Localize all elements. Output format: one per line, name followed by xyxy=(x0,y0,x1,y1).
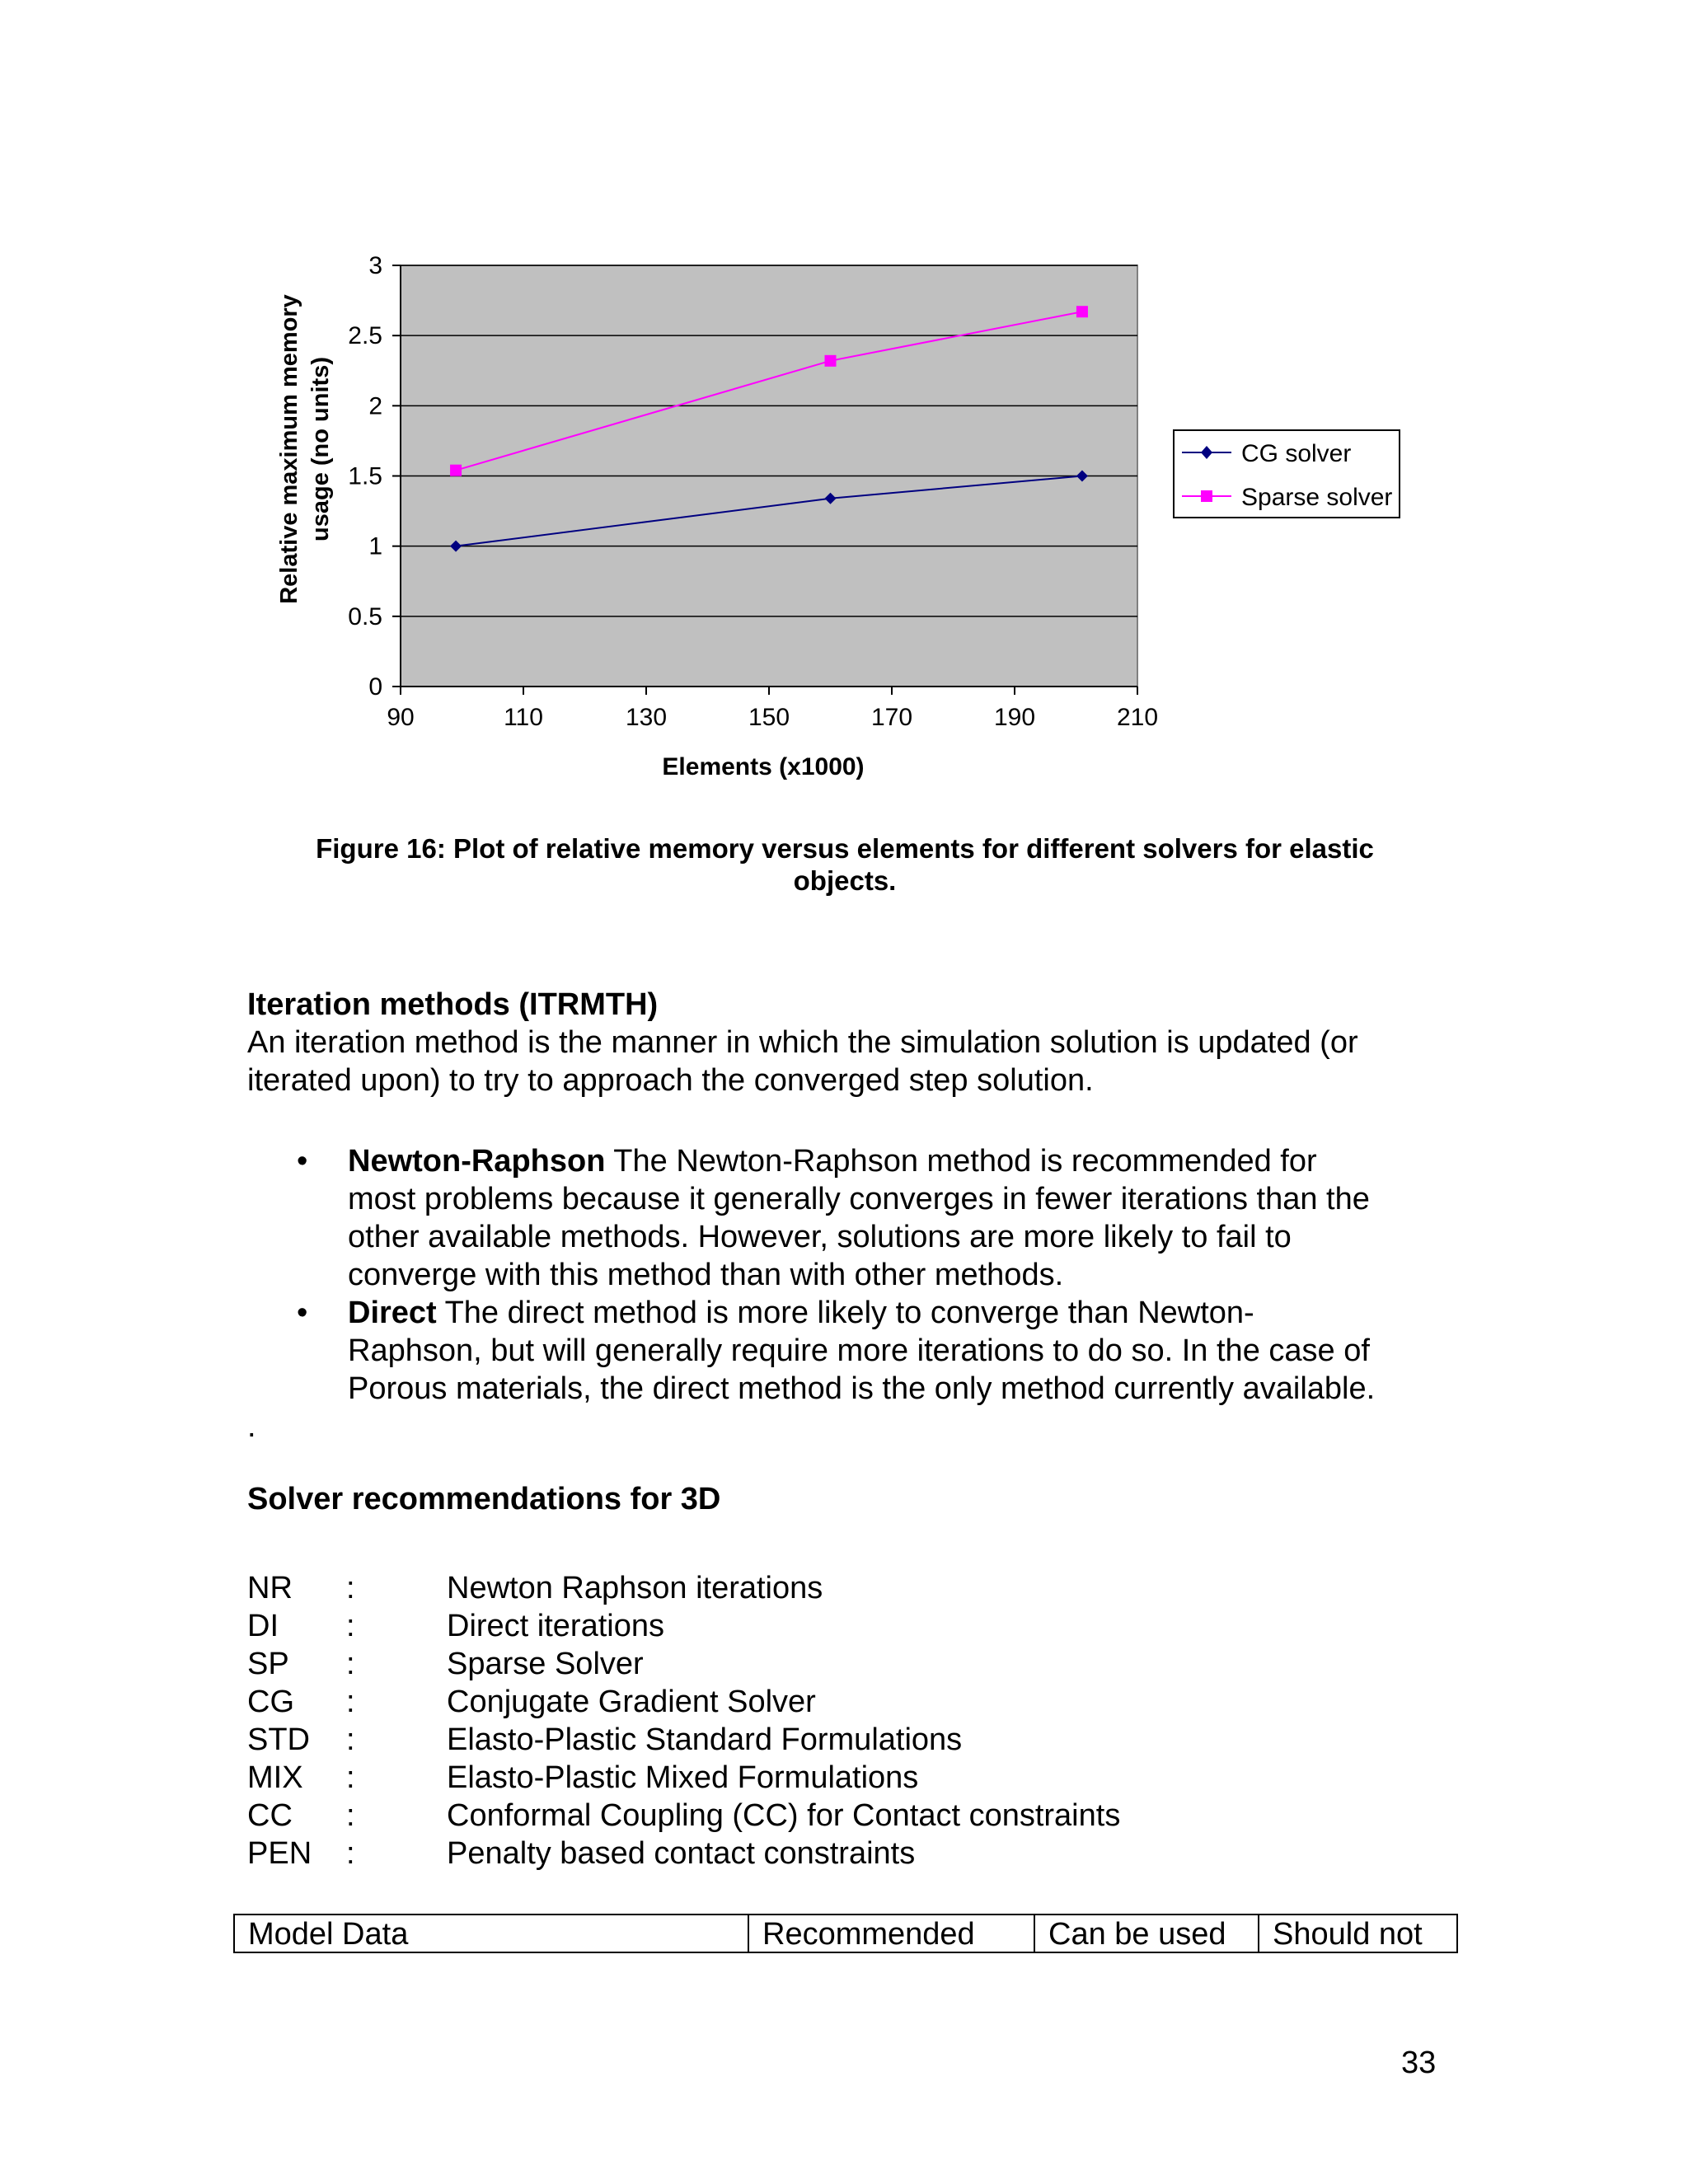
bullet-dot: • xyxy=(297,1296,308,1330)
abbr-separator: : xyxy=(346,1647,355,1681)
legend-marker-sparse xyxy=(1201,490,1212,502)
y-tick-label: 0 xyxy=(368,673,382,701)
iteration-section xyxy=(247,986,1467,1099)
data-point-sparse xyxy=(825,355,837,367)
abbr-separator: : xyxy=(346,1685,355,1719)
x-tick-label: 190 xyxy=(993,704,1036,731)
y-tick-label: 2 xyxy=(368,392,382,420)
table-header-row xyxy=(234,1915,1457,1952)
y-axis-label-line2: usage (no units) xyxy=(307,357,334,541)
abbr-code: STD xyxy=(247,1722,310,1757)
abbr-desc: Conformal Coupling (CC) for Contact constraints xyxy=(447,1798,1121,1833)
table-header-model-data: Model Data xyxy=(234,1915,748,1952)
solver-recommendation-table xyxy=(233,1914,1458,1953)
abbr-code: MIX xyxy=(247,1760,303,1795)
abbr-separator: : xyxy=(346,1609,355,1643)
bullet-text: The Newton-Raphson method is recommended for xyxy=(605,1144,1317,1179)
data-point-sparse xyxy=(1076,306,1088,317)
abbr-code: CG xyxy=(247,1685,294,1719)
solver-heading: Solver recommendations for 3D xyxy=(247,1482,721,1516)
bullet-term: Newton-Raphson xyxy=(348,1144,606,1179)
x-axis-label: Elements (x1000) xyxy=(662,753,865,780)
bullet-text: other available methods. However, solutions are more likely to fail to xyxy=(348,1220,1292,1254)
iteration-bullet-list xyxy=(247,1142,1467,1408)
x-tick-label: 210 xyxy=(1116,704,1159,731)
abbr-code: NR xyxy=(247,1571,293,1605)
y-tick-label: 3 xyxy=(368,252,382,279)
abbr-desc: Direct iterations xyxy=(447,1609,664,1643)
abbr-separator: : xyxy=(346,1836,355,1871)
abbr-code: DI xyxy=(247,1609,279,1643)
abbr-code: SP xyxy=(247,1647,289,1681)
iteration-para-line-1: An iteration method is the manner in which the simulation solution is updated (or xyxy=(247,1025,1358,1060)
iteration-para-line-2: iterated upon) to try to approach the converged step solution. xyxy=(247,1063,1094,1098)
data-point-sparse xyxy=(450,465,462,476)
legend xyxy=(1174,430,1400,518)
abbr-desc: Conjugate Gradient Solver xyxy=(447,1685,816,1719)
figure-caption xyxy=(272,832,1418,897)
abbr-separator: : xyxy=(346,1571,355,1605)
abbr-desc: Sparse Solver xyxy=(447,1647,644,1681)
abbr-separator: : xyxy=(346,1722,355,1757)
legend-label-cg: CG solver xyxy=(1241,440,1352,467)
x-tick-label: 170 xyxy=(870,704,913,731)
abbr-desc: Newton Raphson iterations xyxy=(447,1571,823,1605)
iteration-heading: Iteration methods (ITRMTH) xyxy=(247,987,659,1022)
table-header-recommended: Recommended xyxy=(748,1915,1034,1952)
y-tick-label: 1.5 xyxy=(348,462,382,490)
abbr-desc: Penalty based contact constraints xyxy=(447,1836,916,1871)
caption-line-1: Figure 16: Plot of relative memory versus elements for different solvers for elastic xyxy=(316,833,1374,864)
x-tick-label: 150 xyxy=(748,704,790,731)
bullet-text: converge with this method than with other methods. xyxy=(348,1258,1064,1292)
legend-label-sparse: Sparse solver xyxy=(1241,484,1393,511)
x-tick-label: 130 xyxy=(625,704,668,731)
y-tick-label: 2.5 xyxy=(348,322,382,350)
abbr-code: PEN xyxy=(247,1836,312,1871)
y-tick-label: 0.5 xyxy=(348,602,382,630)
page-number: 33 xyxy=(1401,2046,1437,2080)
x-tick-label: 90 xyxy=(387,704,415,731)
caption-line-2: objects. xyxy=(793,865,897,896)
trailing-period: . xyxy=(247,1409,256,1444)
bullet-text: most problems because it generally converges in fewer iterations than the xyxy=(348,1182,1370,1216)
y-tick-label: 1 xyxy=(368,532,382,560)
bullet-dot: • xyxy=(297,1144,308,1179)
memory-chart xyxy=(0,0,1688,824)
bullet-text: Raphson, but will generally require more iterations to do so. In the case of xyxy=(348,1333,1370,1368)
bullet-term: Direct xyxy=(348,1296,437,1330)
bullet-direct xyxy=(247,1294,1467,1408)
bullet-newton-raphson xyxy=(247,1142,1467,1294)
abbr-desc: Elasto-Plastic Mixed Formulations xyxy=(447,1760,919,1795)
abbr-desc: Elasto-Plastic Standard Formulations xyxy=(447,1722,963,1757)
table-header-should-not: Should not xyxy=(1259,1915,1457,1952)
abbr-separator: : xyxy=(346,1760,355,1795)
bullet-text: The direct method is more likely to converge than Newton- xyxy=(436,1296,1254,1330)
abbr-code: CC xyxy=(247,1798,293,1833)
y-axis-label-line1: Relative maximum memory xyxy=(276,294,302,604)
bullet-text: Porous materials, the direct method is the only method currently available. xyxy=(348,1371,1376,1406)
abbr-separator: : xyxy=(346,1798,355,1833)
x-tick-label: 110 xyxy=(504,704,543,731)
table-header-can-be-used: Can be used xyxy=(1034,1915,1259,1952)
